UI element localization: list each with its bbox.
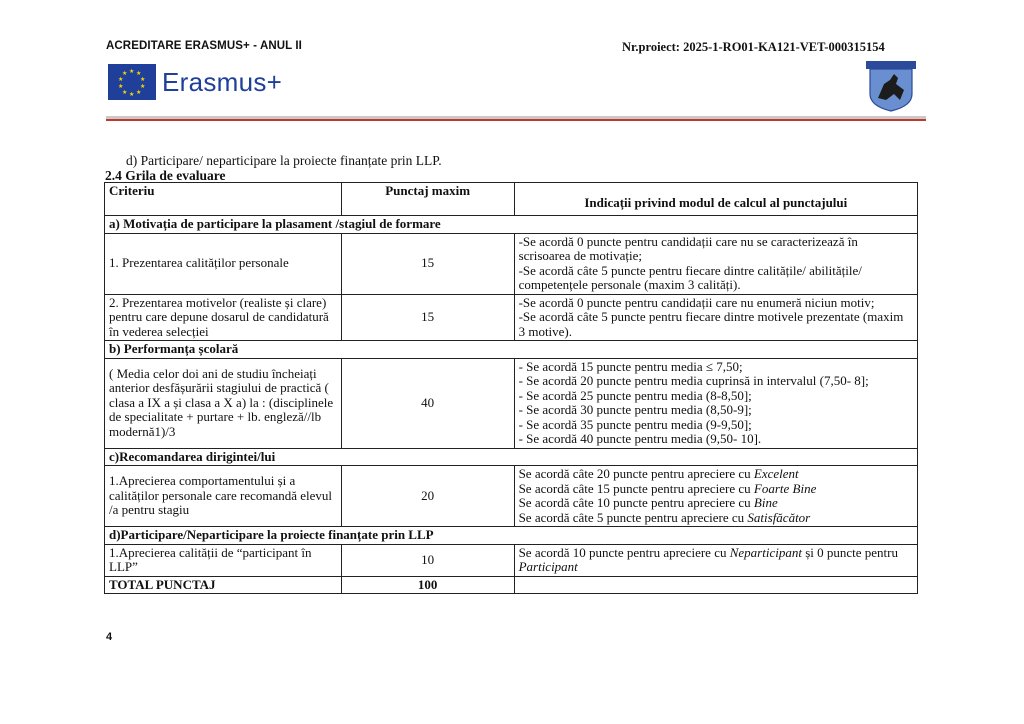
school-crest-icon [864,60,918,112]
punctaj-cell: 10 [341,544,514,576]
indicatie-line: -Se acordă câte 5 puncte pentru fiecare dintre motivele prezentate (maxim 3 motive). [518,309,904,339]
indicatie-line: -Se acordă 0 puncte pentru candidații care nu enumeră niciun motiv; [518,294,875,310]
total-empty-cell [514,576,917,594]
table-header-row [105,183,918,216]
table-row [105,294,918,341]
indicatie-line: -Se acordă câte 5 puncte pentru fiecare dintre calitățile/ abilitățile/ competențele personale (maxim 3 calități). [518,262,862,292]
indicatie-line: - Se acordă 30 puncte pentru media (8,50-9]; [518,402,752,417]
indicatie-line: - Se acordă 25 puncte pentru media (8-8,50]; [518,387,752,403]
eu-flag-icon: ★ ★ ★ ★ ★ ★ ★ ★ ★ ★ [108,64,156,100]
project-number: Nr.proiect: 2025-1-RO01-KA121-VET-000315154 [622,40,885,54]
indicatie-line: - Se acordă 35 puncte pentru media (9-9,50]; [518,416,752,432]
page-number: 4 [106,631,113,643]
header-criteriu: Criteriu [105,183,342,216]
indicatie-line: - Se acordă 40 puncte pentru media (9,50- 10]. [518,431,762,446]
header-left-title: ACREDITARE ERASMUS+ - ANUL II [106,40,302,52]
indicatii-cell [514,358,917,448]
indicatie-line: Se acordă câte 20 puncte pentru apreciere cu Excelent [518,466,799,481]
total-label: TOTAL PUNCTAJ [105,576,342,594]
criteriu-cell: 1.Aprecierea calității de “participant în LLP” [105,544,342,576]
section-row-a [105,216,918,234]
indicatie-line: - Se acordă 15 puncte pentru media ≤ 7,50; [518,358,743,374]
indicatii-cell: Se acordă 10 puncte pentru apreciere cu Neparticipant și 0 puncte pentru Participant [514,544,917,576]
section-title-a: a) Motivația de participare la plasament /stagiul de formare [105,216,918,234]
header-indicatii: Indicații privind modul de calcul al punctajului [514,183,917,216]
indicatii-cell [514,294,917,341]
indicatie-line: - Se acordă 20 puncte pentru media cuprinsă in intervalul (7,50- 8]; [518,373,869,388]
section-row-d [105,527,918,545]
section-row-b [105,341,918,359]
total-value: 100 [341,576,514,594]
table-row [105,358,918,448]
table-row [105,466,918,527]
total-row [105,576,918,594]
indicatie-line: Se acordă câte 5 puncte pentru apreciere cu Satisfăcător [518,509,811,525]
section-title: 2.4 Grila de evaluare [105,168,226,183]
criteriu-cell: ( Media celor doi ani de studiu încheiați anterior desfășurării stagiului de practică ( clasa a IX a și clasa a X a) la : (disciplinele de specialitate + purtare + lb. engleză//lb modernă1)/3 [105,358,342,448]
criteriu-cell: 2. Prezentarea motivelor (realiste și clare) pentru care depune dosarul de candidatură în vederea selecției [105,294,342,341]
intro-line: d) Participare/ neparticipare la proiecte finanțate prin LLP. [126,153,442,168]
indicatie-line: Se acordă câte 15 puncte pentru apreciere cu Foarte Bine [518,480,817,496]
criteriu-cell: 1.Aprecierea comportamentului și a calităților personale care recomandă elevul /a pentru stagiu [105,466,342,527]
indicatii-cell [514,466,917,527]
indicatie-line: -Se acordă 0 puncte pentru candidații care nu se caracterizează în scrisoarea de motivație; [518,233,858,263]
section-title-c: c)Recomandarea dirigintei/lui [105,448,918,466]
section-title-d: d)Participare/Neparticipare la proiecte finanțate prin LLP [105,527,918,545]
table-row [105,544,918,576]
punctaj-cell: 15 [341,294,514,341]
punctaj-cell: 15 [341,233,514,294]
criteriu-cell: 1. Prezentarea calităților personale [105,233,342,294]
punctaj-cell: 40 [341,358,514,448]
indicatie-line: Se acordă câte 10 puncte pentru apreciere cu Bine [518,495,778,510]
evaluation-grid-table [104,182,918,594]
table-row [105,233,918,294]
erasmus-logo [108,64,282,100]
section-row-c [105,448,918,466]
header-punctaj: Punctaj maxim [341,183,514,216]
erasmus-logo-text: Erasmus+ [162,66,283,97]
section-title-b: b) Performanța școlară [105,341,918,359]
header-divider-red [106,119,926,121]
indicatii-cell [514,233,917,294]
punctaj-cell: 20 [341,466,514,527]
